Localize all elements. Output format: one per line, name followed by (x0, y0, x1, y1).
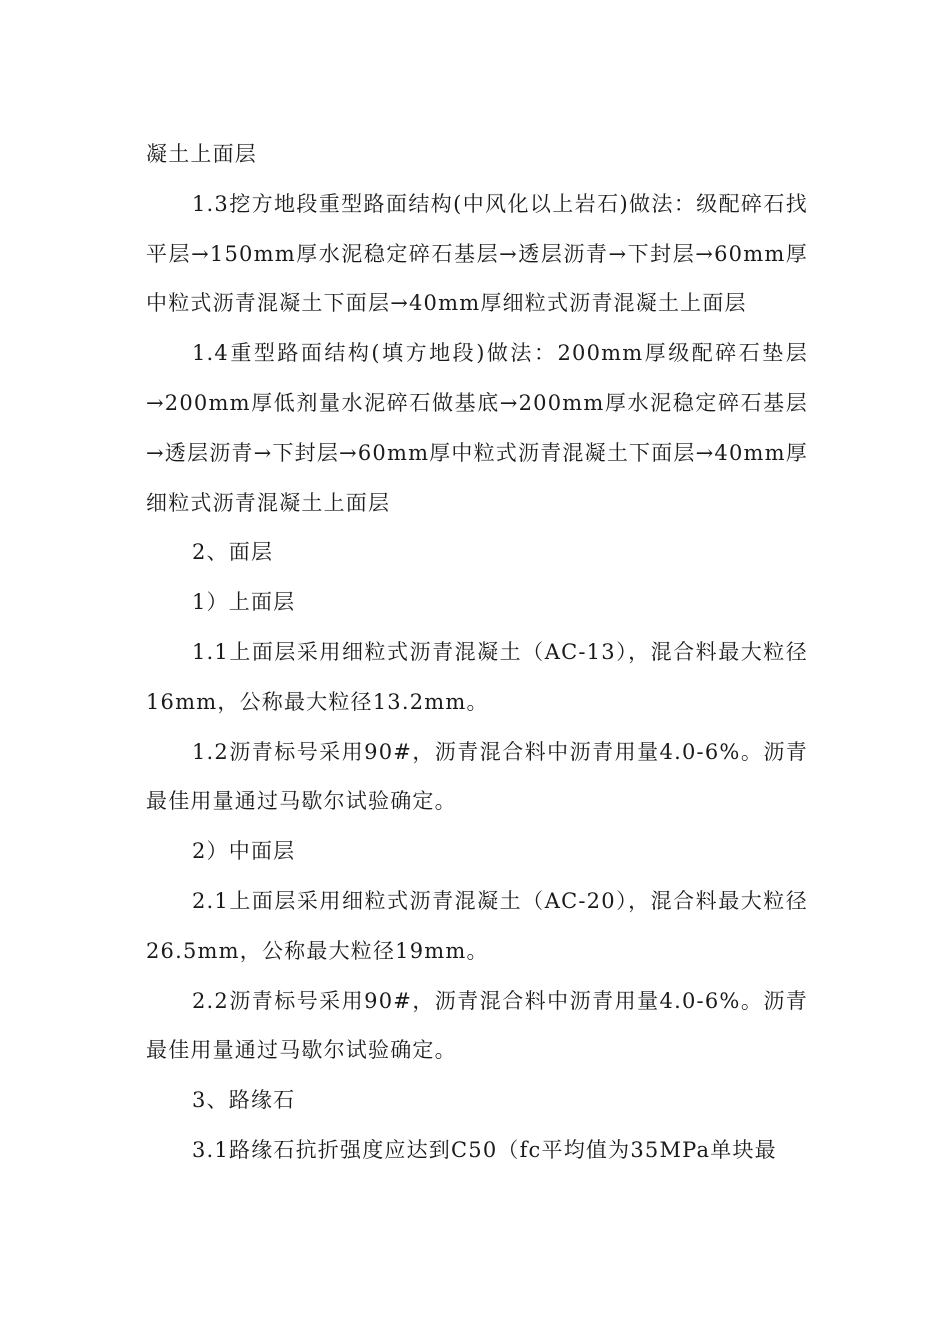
subheading-upper-surface-layer: 1）上面层 (192, 590, 296, 615)
paragraph-1-3-excavation-structure: 1.3挖方地段重型路面结构(中风化以上岩石)做法：级配碎石找平层→150mm厚水泥稳定碎石基层→透层沥青→下封层→60mm厚中粒式沥青混凝土下面层→40mm厚细粒式沥青混凝土上面层 (146, 191, 808, 316)
subheading-middle-surface-layer: 2）中面层 (192, 839, 296, 864)
paragraph-2-2-middle-asphalt: 2.2沥青标号采用90#，沥青混合料中沥青用量4.0-6%。沥青最佳用量通过马歇尔试验确定。 (146, 988, 808, 1063)
paragraph-continuation: 凝土上面层 (146, 142, 257, 166)
paragraph-2-1-middle-mix: 2.1上面层采用细粒式沥青混凝土（AC-20），混合料最大粒径26.5mm，公称最大粒径19mm。 (146, 888, 808, 963)
document-body (146, 130, 808, 1176)
paragraph-1-4-fill-structure: 1.4重型路面结构(填方地段)做法：200mm厚级配碎石垫层→200mm厚低剂量水泥碎石做基底→200mm厚水泥稳定碎石基层→透层沥青→下封层→60mm厚中粒式沥青混凝土下面层→40mm厚细粒式沥青混凝土上面层 (146, 341, 808, 515)
section-heading-surface-layer: 2、面层 (192, 540, 274, 565)
section-heading-curbstone: 3、路缘石 (192, 1088, 296, 1113)
paragraph-3-1-curbstone-strength: 3.1路缘石抗折强度应达到C50（fc平均值为35MPa单块最 (192, 1137, 777, 1162)
paragraph-1-2-upper-asphalt: 1.2沥青标号采用90#，沥青混合料中沥青用量4.0-6%。沥青最佳用量通过马歇尔试验确定。 (146, 739, 808, 814)
paragraph-1-1-upper-mix: 1.1上面层采用细粒式沥青混凝土（AC-13），混合料最大粒径16mm，公称最大粒径13.2mm。 (146, 639, 808, 714)
